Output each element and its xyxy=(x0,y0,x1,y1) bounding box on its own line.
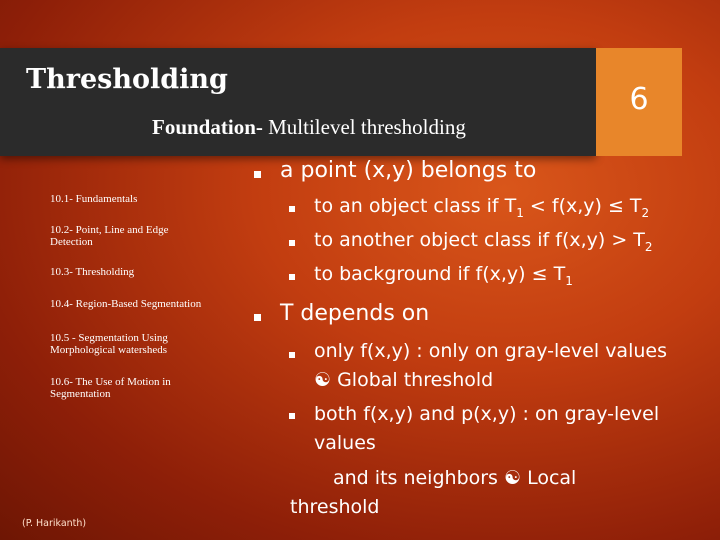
background-text: to background if f(x,y) ≤ T xyxy=(314,263,566,285)
bullet-icon xyxy=(289,240,295,246)
bullet-icon xyxy=(254,171,261,178)
both-line2: values xyxy=(314,432,376,454)
slide-subtitle xyxy=(152,115,466,140)
object-class-text-mid: < f(x,y) ≤ T xyxy=(523,195,642,217)
bullet-icon xyxy=(289,206,295,212)
slide-number-box xyxy=(596,48,682,156)
bullet-icon xyxy=(289,352,295,358)
only-f-line1: only f(x,y) : only on gray-level values xyxy=(314,340,667,362)
subscript: 1 xyxy=(565,273,573,288)
t-depends-heading: T depends on xyxy=(280,301,430,326)
toc-item-region: 10.4- Region-Based Segmentation xyxy=(50,298,202,310)
bullet-icon xyxy=(254,314,261,321)
slide-title: Thresholding xyxy=(26,64,228,95)
background-line xyxy=(314,263,573,288)
subscript: 1 xyxy=(516,205,524,220)
object-class-line xyxy=(314,195,649,220)
both-line3: and its neighbors ☯ Local xyxy=(333,467,577,489)
both-line1: both f(x,y) and p(x,y) : on gray-level xyxy=(314,403,660,425)
toc-item-detection: 10.2- Point, Line and Edge Detection xyxy=(50,224,169,248)
toc-item-thresholding: 10.3- Thresholding xyxy=(50,266,135,278)
subscript: 2 xyxy=(644,239,653,254)
toc-item-fundamentals: 10.1- Fundamentals xyxy=(50,193,138,205)
object-class-text: to an object class if T xyxy=(314,195,517,217)
point-heading: a point (x,y) belongs to xyxy=(280,158,537,183)
toc-item-watersheds: 10.5 - Segmentation Using Morphological watersheds xyxy=(50,332,168,356)
title-bar xyxy=(0,48,596,156)
slide-number: 6 xyxy=(629,82,649,117)
subtitle-bold: Foundation- xyxy=(152,115,263,139)
bullet-icon xyxy=(289,274,295,280)
author-credit: (P. Harikanth) xyxy=(22,518,87,529)
subtitle-rest: Multilevel thresholding xyxy=(262,115,466,139)
bullet-icon xyxy=(289,413,295,419)
another-class-line xyxy=(314,229,653,254)
subscript: 2 xyxy=(641,205,650,220)
both-line4: threshold xyxy=(290,496,380,518)
another-class-text: to another object class if f(x,y) > T xyxy=(314,229,645,251)
toc-item-motion: 10.6- The Use of Motion in Segmentation xyxy=(50,376,171,400)
global-threshold-line: ☯ Global threshold xyxy=(314,369,494,391)
